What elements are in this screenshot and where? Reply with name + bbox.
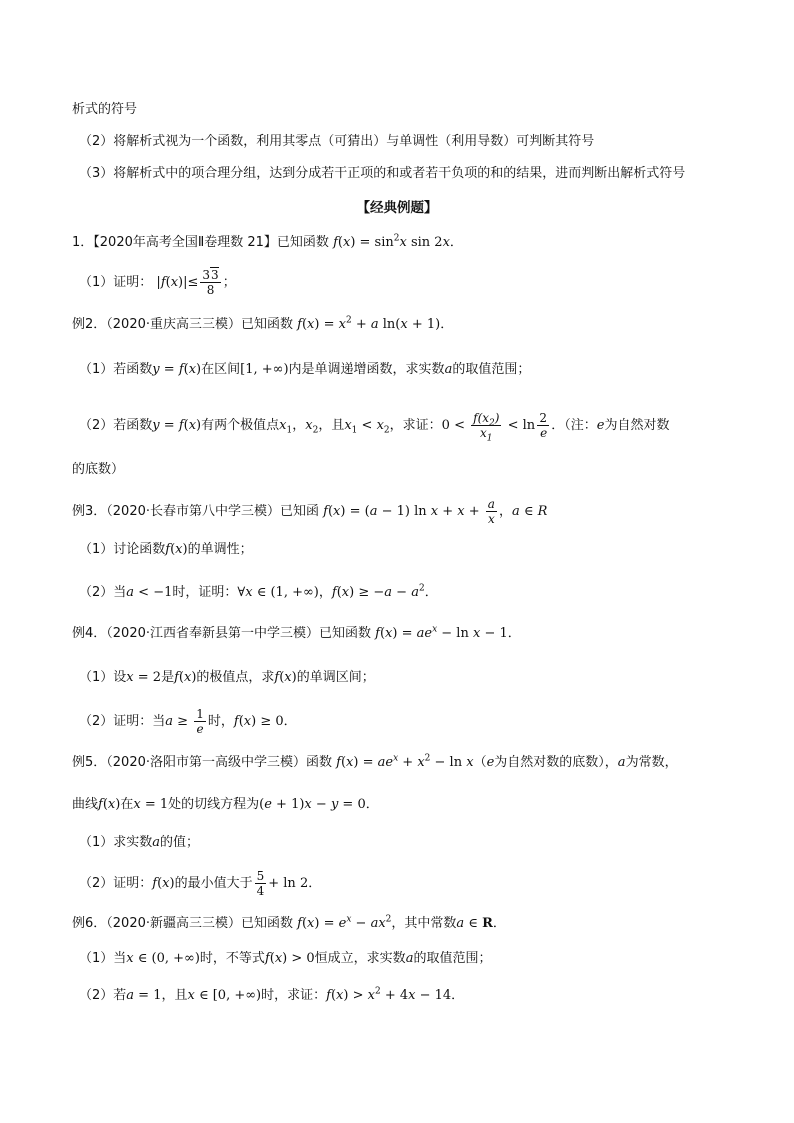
text-line-1: 析式的符号 [72,102,138,117]
example-3-header: 例3．（2020·长春市第八中学三模）已知函 f(x) = (a − 1) ln x + x + $\frac{a}{x}$ ，a ∈ R [72,497,548,526]
example-5-question-2: （2）证明：f(x)的最小值大于 $\frac{5}{4}$ + ln 2． [79,869,322,898]
example-2-header: 例2．（2020·重庆高三三模）已知函数 $f(x) = x^2 + a$ ln(x + 1)． [72,315,454,332]
example-4-header: 例4．（2020·江西省奉新县第一中学三模）已知函数 $f(x) = ae^x - \ln x - 1$． [72,624,521,641]
text-line-2: （2）将解析式视为一个函数，利用其零点（可猜出）与单调性（利用导数）可判断其符号 [79,134,595,149]
example-5-line-2: 曲线f(x)在x = 1处的切线方程为(e + 1)x − y = 0． [72,797,379,812]
example-3-question-2: （2）当a < −1时，证明：∀x ∈ (1, +∞)，$f(x) \ge -a - a^2$． [79,583,438,600]
example-2-question-2: （2）若函数y = f(x)有两个极值点$x_1$，$x_2$，且$x_1 < x_2$，求证：0 < $\frac{f(x_2)}{x_1}$ < ln $\frac{2}{e}$ ．（注：e为自然对数 [79,411,670,444]
example-6-question-2: （2）若a = 1，且x ∈ [0, +∞)时，求证：$f(x) > x^2 + 4x - 14$． [79,986,465,1003]
example-3-question-1: （1）讨论函数f(x)的单调性； [79,542,253,557]
text-line-3: （3）将解析式中的项合理分组，达到分成若干正项的和或者若干负项的和的结果，进而判断出解析式符号 [79,166,686,181]
example-5-header: 例5．（2020·洛阳市第一高级中学三模）函数 $f(x) = ae^x + x^2 - \ln x(e$为自然对数的底数），a为常数， [72,753,678,770]
example-1-question-1: （1）证明： |f(x)|≤ $\frac{33}{8}$ ； [79,268,236,297]
section-title: 【经典例题】 [356,200,438,216]
example-4-question-2: （2）证明：当a ≥ $\frac{1}{e}$ 时，f(x) ≥ 0． [79,707,297,736]
example-6-header: 例6．（2020·新疆高三三模）已知函数 $f(x) = e^x - ax^2$，其中常数a ∈ R． [72,914,506,931]
example-4-question-1: （1）设x = 2是f(x)的极值点，求f(x)的单调区间； [79,670,375,685]
example-2-question-2-continued: 的底数） [72,462,125,477]
example-6-question-1: （1）当x ∈ (0, +∞)时，不等式f(x) > 0恒成立，求实数a的取值范围； [79,951,492,966]
example-2-question-1: （1）若函数y = f(x)在区间[1, +∞)内是单调递增函数，求实数a的取值范围； [79,362,531,377]
example-1-header: 1．【2020年高考全国Ⅱ卷理数 21】已知函数 $f(x) = \sin^2x$ sin 2x． [72,233,463,250]
example-5-question-1: （1）求实数a的值； [79,835,200,850]
